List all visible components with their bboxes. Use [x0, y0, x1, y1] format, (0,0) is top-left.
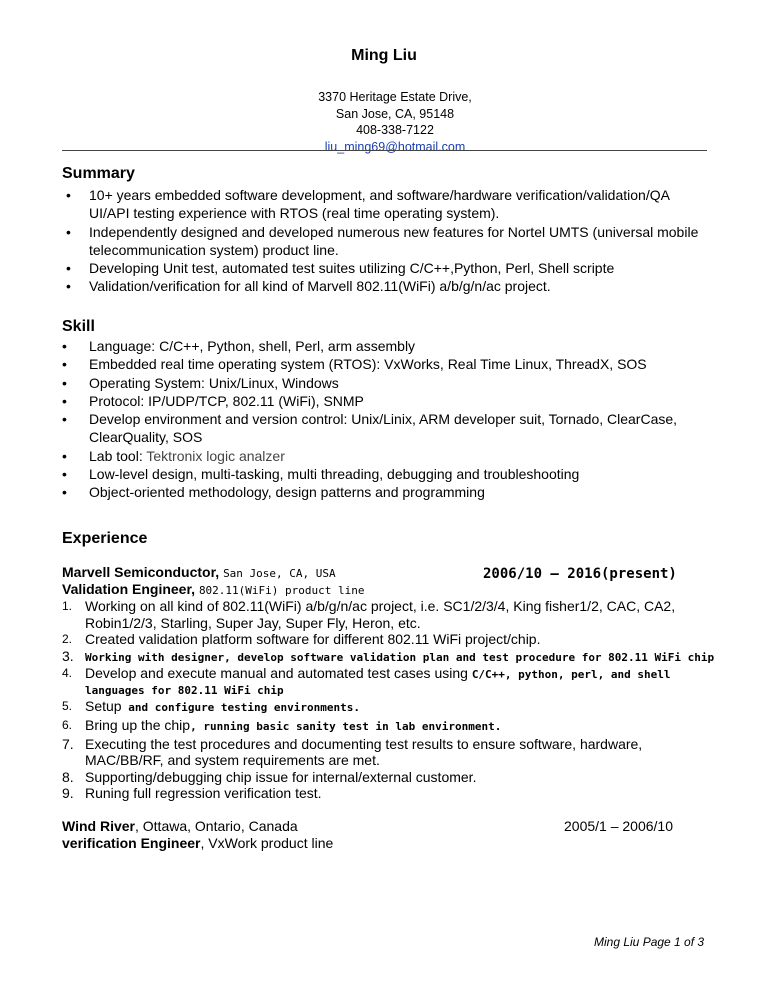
- duty-item: 8. Supporting/debugging chip issue for internal/external customer.: [62, 768, 477, 785]
- candidate-name: Ming Liu: [351, 47, 417, 64]
- bullet-icon: •: [66, 223, 71, 240]
- summary-item: • Developing Unit test, automated test suites utilizing C/C++,Python, Perl, Shell scripte: [66, 260, 615, 277]
- address-line2: San Jose, CA, 95148: [335, 106, 455, 121]
- summary-item: • Independently designed and developed numerous new features for Nortel UMTS (universal mobile telecommunication system) product line.: [66, 223, 699, 258]
- bullet-icon: •: [62, 392, 67, 409]
- job2-company: Wind River: [62, 818, 135, 834]
- job1-role: Validation Engineer,: [62, 581, 196, 597]
- job1-location: San Jose, CA, USA: [223, 567, 336, 580]
- summary-item: • 10+ years embedded software development, and software/hardware verification/validation/QA UI/API testing experience with RTOS (real time operating system).: [66, 187, 670, 222]
- duty-item: 7. Executing the test procedures and documenting test results to ensure software, hardware, MAC/BB/RF, and system requirements are met.: [62, 735, 643, 769]
- bullet-icon: •: [62, 447, 67, 464]
- skill-item: • Low-level design, multi-tasking, multi threading, debugging and troubleshooting: [62, 466, 580, 483]
- summary-heading: Summary: [62, 165, 135, 182]
- duty-item: 5. Setup and configure testing environments.: [62, 698, 361, 715]
- bullet-icon: •: [62, 338, 67, 354]
- bullet-icon: •: [62, 466, 67, 483]
- job1-company-line: [62, 564, 336, 580]
- skill-item: • Develop environment and version control: Unix/Linix, ARM developer suit, Tornado, ClearCase, ClearQuality, SOS: [62, 411, 678, 446]
- skill-item: • Embedded real time operating system (RTOS): VxWorks, Real Time Linux, ThreadX, SOS: [62, 356, 647, 373]
- job1-company: Marvell Semiconductor,: [62, 564, 220, 580]
- duty-item: 2. Created validation platform software for different 802.11 WiFi project/chip.: [62, 631, 541, 648]
- duty-item: 3. Working with designer, develop software validation plan and test procedure for 802.11 WiFi chip: [62, 647, 715, 664]
- duty-item: 4. Develop and execute manual and automated test cases using C/C++, python, perl, and shell languages for 802.11 WiFi chip: [62, 665, 671, 698]
- skill-heading: Skill: [62, 318, 95, 335]
- header-divider: [62, 150, 707, 151]
- job1-role-line: [62, 581, 365, 597]
- email-link[interactable]: liu_ming69@hotmail.com: [324, 139, 466, 154]
- bullet-icon: •: [66, 278, 71, 295]
- job2-dates: 2005/1 – 2006/10: [564, 818, 673, 834]
- skill-item: • Protocol: IP/UDP/TCP, 802.11 (WiFi), SNMP: [62, 392, 364, 409]
- bullet-icon: •: [62, 411, 67, 428]
- job1-role-detail: 802.11(WiFi) product line: [198, 584, 365, 597]
- experience-heading: Experience: [62, 530, 148, 547]
- bullet-icon: •: [62, 374, 67, 391]
- skill-list: [62, 337, 712, 502]
- skill-item: • Operating System: Unix/Linux, Windows: [62, 374, 339, 391]
- skill-item: • Lab tool: Tektronix logic analzer: [62, 447, 285, 464]
- job2-role: verification Engineer: [62, 835, 201, 851]
- job2-role-line: [62, 835, 333, 851]
- job1-duties: [62, 598, 722, 802]
- bullet-icon: •: [62, 356, 67, 373]
- phone-number: 408-338-7122: [356, 123, 434, 137]
- address-line1: 3370 Heritage Estate Drive,: [318, 90, 472, 104]
- skill-item: • Language: C/C++, Python, shell, Perl, arm assembly: [62, 338, 416, 354]
- summary-item: • Validation/verification for all kind of Marvell 802.11(WiFi) a/b/g/n/ac project.: [66, 278, 551, 295]
- contact-block: [300, 89, 490, 155]
- skill-item: • Object-oriented methodology, design patterns and programming: [62, 484, 485, 501]
- job2-role-detail: , VxWork product line: [200, 835, 334, 851]
- summary-list: [62, 186, 712, 296]
- duty-item: 9. Runing full regression verification test.: [62, 785, 322, 802]
- bullet-icon: •: [66, 187, 71, 203]
- bullet-icon: •: [66, 260, 71, 277]
- duty-item: 1. Working on all kind of 802.11(WiFi) a/b/g/n/ac project, i.e. SC1/2/3/4, King fisher1/2, CAC, CA2, Robin1/2/3, Starling, Super Jay, Super Fly, Heron, etc.: [62, 598, 676, 631]
- job2-company-line: [62, 818, 298, 834]
- page-footer: Ming Liu Page 1 of 3: [594, 935, 705, 949]
- bullet-icon: •: [62, 484, 67, 501]
- duty-item: 6. Bring up the chip, running basic sanity test in lab environment.: [62, 716, 502, 733]
- job2-location: , Ottawa, Ontario, Canada: [135, 818, 298, 834]
- job1-dates: 2006/10 – 2016(present): [483, 566, 677, 582]
